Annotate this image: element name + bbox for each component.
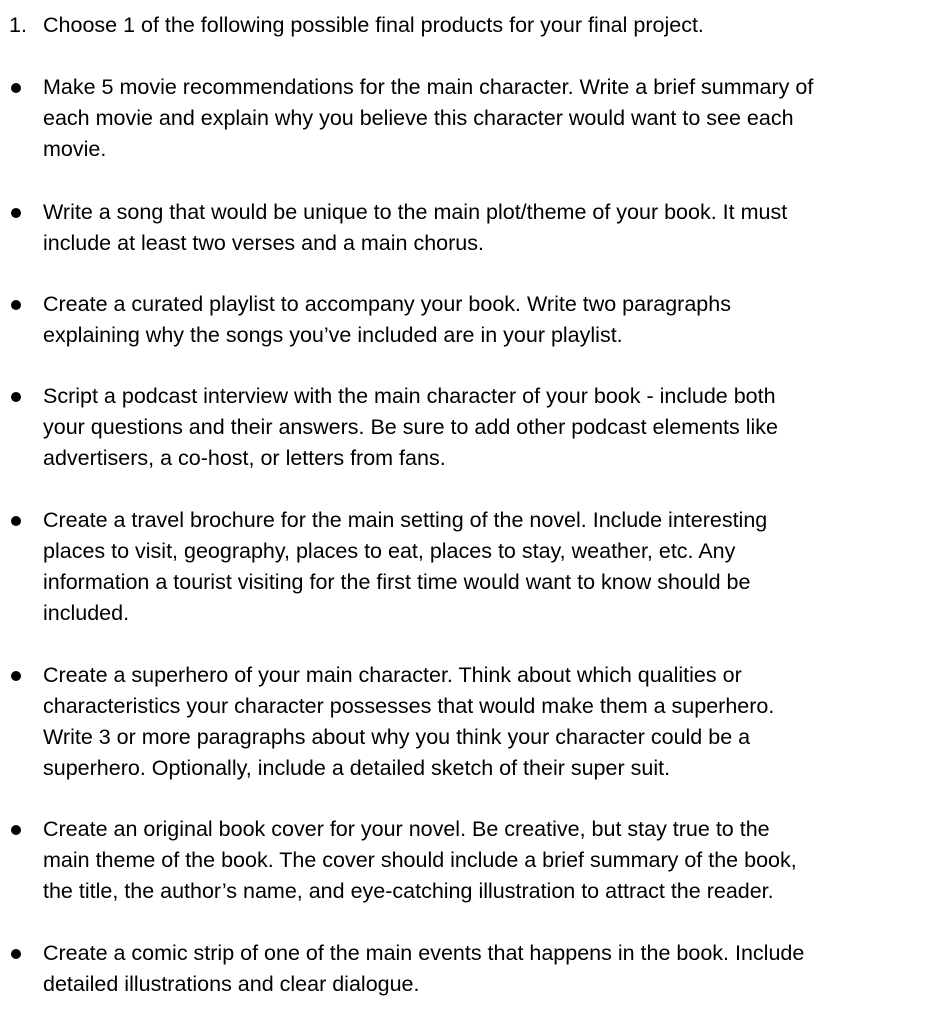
bullet-icon: [11, 516, 21, 526]
option-text-line: Create a superhero of your main character. Think about which qualities or: [43, 663, 742, 687]
option-text-line: your questions and their answers. Be sure to add other podcast elements like: [43, 415, 778, 439]
option-text-line: movie.: [43, 137, 107, 161]
bullet-icon: [11, 208, 21, 218]
option-text-line: Create a comic strip of one of the main events that happens in the book. Include: [43, 941, 805, 965]
option-text-line: Create a curated playlist to accompany your book. Write two paragraphs: [43, 292, 731, 316]
intro-text: Choose 1 of the following possible final products for your final project.: [43, 13, 704, 37]
option-text-line: Create a travel brochure for the main setting of the novel. Include interesting: [43, 508, 768, 532]
option-text-line: superhero. Optionally, include a detailed sketch of their super suit.: [43, 756, 671, 780]
bullet-icon: [11, 671, 21, 681]
option-text-line: Create an original book cover for your novel. Be creative, but stay true to the: [43, 817, 770, 841]
option-text-line: main theme of the book. The cover should include a brief summary of the book,: [43, 848, 797, 872]
bullet-icon: [11, 83, 21, 93]
option-text-line: advertisers, a co-host, or letters from fans.: [43, 446, 446, 470]
option-text-line: Write 3 or more paragraphs about why you think your character could be a: [43, 725, 751, 749]
option-text-line: the title, the author’s name, and eye-catching illustration to attract the reader.: [43, 879, 774, 903]
bullet-icon: [11, 949, 21, 959]
option-text-line: Make 5 movie recommendations for the main character. Write a brief summary of: [43, 75, 814, 99]
option-text-line: Script a podcast interview with the main character of your book - include both: [43, 384, 776, 408]
option-text-line: detailed illustrations and clear dialogue.: [43, 972, 420, 996]
option-text-line: each movie and explain why you believe this character would want to see each: [43, 106, 794, 130]
option-text-line: characteristics your character possesses that would make them a superhero.: [43, 694, 775, 718]
option-text-line: included.: [43, 601, 130, 625]
option-text-line: information a tourist visiting for the first time would want to know should be: [43, 570, 751, 594]
bullet-icon: [11, 300, 21, 310]
bullet-icon: [11, 392, 21, 402]
bullet-icon: [11, 825, 21, 835]
list-number: 1.: [9, 13, 27, 37]
option-text-line: Write a song that would be unique to the main plot/theme of your book. It must: [43, 200, 788, 224]
option-text-line: include at least two verses and a main chorus.: [43, 231, 484, 255]
option-text-line: explaining why the songs you’ve included are in your playlist.: [43, 323, 623, 347]
option-text-line: places to visit, geography, places to eat, places to stay, weather, etc. Any: [43, 539, 736, 563]
